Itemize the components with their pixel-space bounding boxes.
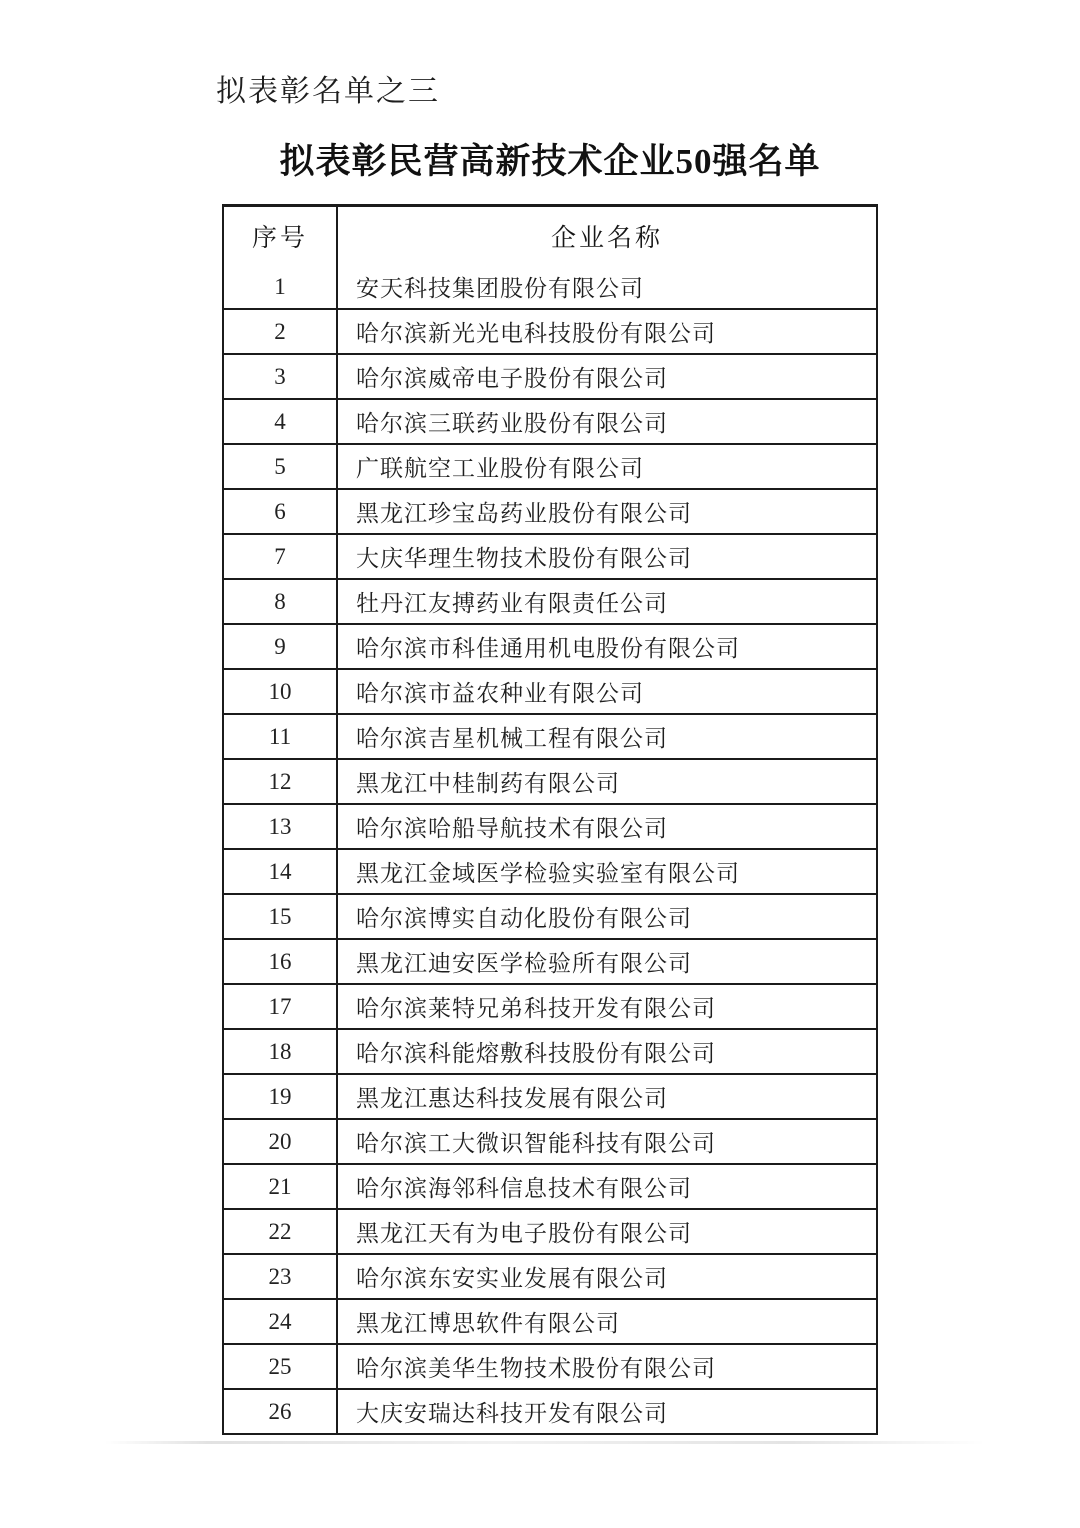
company-name: 哈尔滨市益农种业有限公司: [356, 681, 644, 706]
row-number: 4: [224, 400, 338, 443]
company-name: 哈尔滨美华生物技术股份有限公司: [356, 1356, 716, 1381]
row-number: 11: [224, 715, 338, 758]
table-row: [224, 713, 876, 758]
company-name: 大庆安瑞达科技开发有限公司: [356, 1401, 668, 1426]
row-number: 22: [224, 1210, 338, 1253]
table-row: [224, 578, 876, 623]
table-row: [224, 353, 876, 398]
row-number: 18: [224, 1030, 338, 1073]
row-number: 3: [224, 355, 338, 398]
table-row: [224, 398, 876, 443]
row-number: 12: [224, 760, 338, 803]
scan-artifact-line: [105, 1441, 985, 1444]
table-row: [224, 443, 876, 488]
table-row: [224, 1343, 876, 1388]
company-name: 哈尔滨吉星机械工程有限公司: [356, 726, 668, 751]
company-name: 哈尔滨科能熔敷科技股份有限公司: [356, 1041, 716, 1066]
company-name: 哈尔滨哈船导航技术有限公司: [356, 816, 668, 841]
row-number: 10: [224, 670, 338, 713]
company-name: 哈尔滨东安实业发展有限公司: [356, 1266, 668, 1291]
row-number: 21: [224, 1165, 338, 1208]
table-row: [224, 308, 876, 353]
table-row: [224, 1208, 876, 1253]
enterprise-table: [222, 204, 878, 1435]
row-number: 15: [224, 895, 338, 938]
company-name: 哈尔滨工大微识智能科技有限公司: [356, 1131, 716, 1156]
company-name: 黑龙江天有为电子股份有限公司: [356, 1221, 692, 1246]
table-row: [224, 1388, 876, 1433]
table-row: [224, 668, 876, 713]
row-number: 7: [224, 535, 338, 578]
table-row: [224, 1253, 876, 1298]
table-row: [224, 1163, 876, 1208]
company-name: 哈尔滨市科佳通用机电股份有限公司: [356, 636, 740, 661]
row-number: 19: [224, 1075, 338, 1118]
document-title: 拟表彰民营高新技术企业50强名单: [279, 142, 821, 181]
table-row: [224, 758, 876, 803]
company-name: 广联航空工业股份有限公司: [356, 456, 644, 481]
table-row: [224, 265, 876, 308]
company-name: 黑龙江迪安医学检验所有限公司: [356, 951, 692, 976]
row-number: 26: [224, 1390, 338, 1433]
table-row: [224, 1028, 876, 1073]
table-header-no: 序号: [224, 207, 338, 265]
company-name: 黑龙江惠达科技发展有限公司: [356, 1086, 668, 1111]
company-name: 黑龙江珍宝岛药业股份有限公司: [356, 501, 692, 526]
row-number: 23: [224, 1255, 338, 1298]
company-name: 哈尔滨新光光电科技股份有限公司: [356, 321, 716, 346]
company-name: 大庆华理生物技术股份有限公司: [356, 546, 692, 571]
company-name: 黑龙江金域医学检验实验室有限公司: [356, 861, 740, 886]
row-number: 20: [224, 1120, 338, 1163]
table-row: [224, 938, 876, 983]
table-row: [224, 488, 876, 533]
row-number: 5: [224, 445, 338, 488]
table-row: [224, 1073, 876, 1118]
row-number: 14: [224, 850, 338, 893]
company-name: 黑龙江博思软件有限公司: [356, 1311, 620, 1336]
row-number: 9: [224, 625, 338, 668]
company-name: 黑龙江中桂制药有限公司: [356, 771, 620, 796]
table-body: [224, 265, 876, 1433]
row-number: 2: [224, 310, 338, 353]
row-number: 6: [224, 490, 338, 533]
table-header-name: 企业名称: [550, 225, 663, 252]
table-row: [224, 848, 876, 893]
company-name: 安天科技集团股份有限公司: [356, 276, 644, 301]
company-name: 哈尔滨威帝电子股份有限公司: [356, 366, 668, 391]
row-number: 13: [224, 805, 338, 848]
row-number: 25: [224, 1345, 338, 1388]
table-row: [224, 893, 876, 938]
row-number: 16: [224, 940, 338, 983]
company-name: 牡丹江友搏药业有限责任公司: [356, 591, 668, 616]
company-name: 哈尔滨三联药业股份有限公司: [356, 411, 668, 436]
table-row: [224, 983, 876, 1028]
table-row: [224, 1118, 876, 1163]
company-name: 哈尔滨莱特兄弟科技开发有限公司: [356, 996, 716, 1021]
table-header-row: [224, 207, 876, 265]
row-number: 8: [224, 580, 338, 623]
table-row: [224, 803, 876, 848]
table-row: [224, 623, 876, 668]
company-name: 哈尔滨博实自动化股份有限公司: [356, 906, 692, 931]
row-number: 24: [224, 1300, 338, 1343]
row-number: 17: [224, 985, 338, 1028]
page-label: 拟表彰名单之三: [216, 75, 440, 108]
row-number: 1: [224, 265, 338, 308]
table-row: [224, 533, 876, 578]
company-name: 哈尔滨海邻科信息技术有限公司: [356, 1176, 692, 1201]
table-row: [224, 1298, 876, 1343]
